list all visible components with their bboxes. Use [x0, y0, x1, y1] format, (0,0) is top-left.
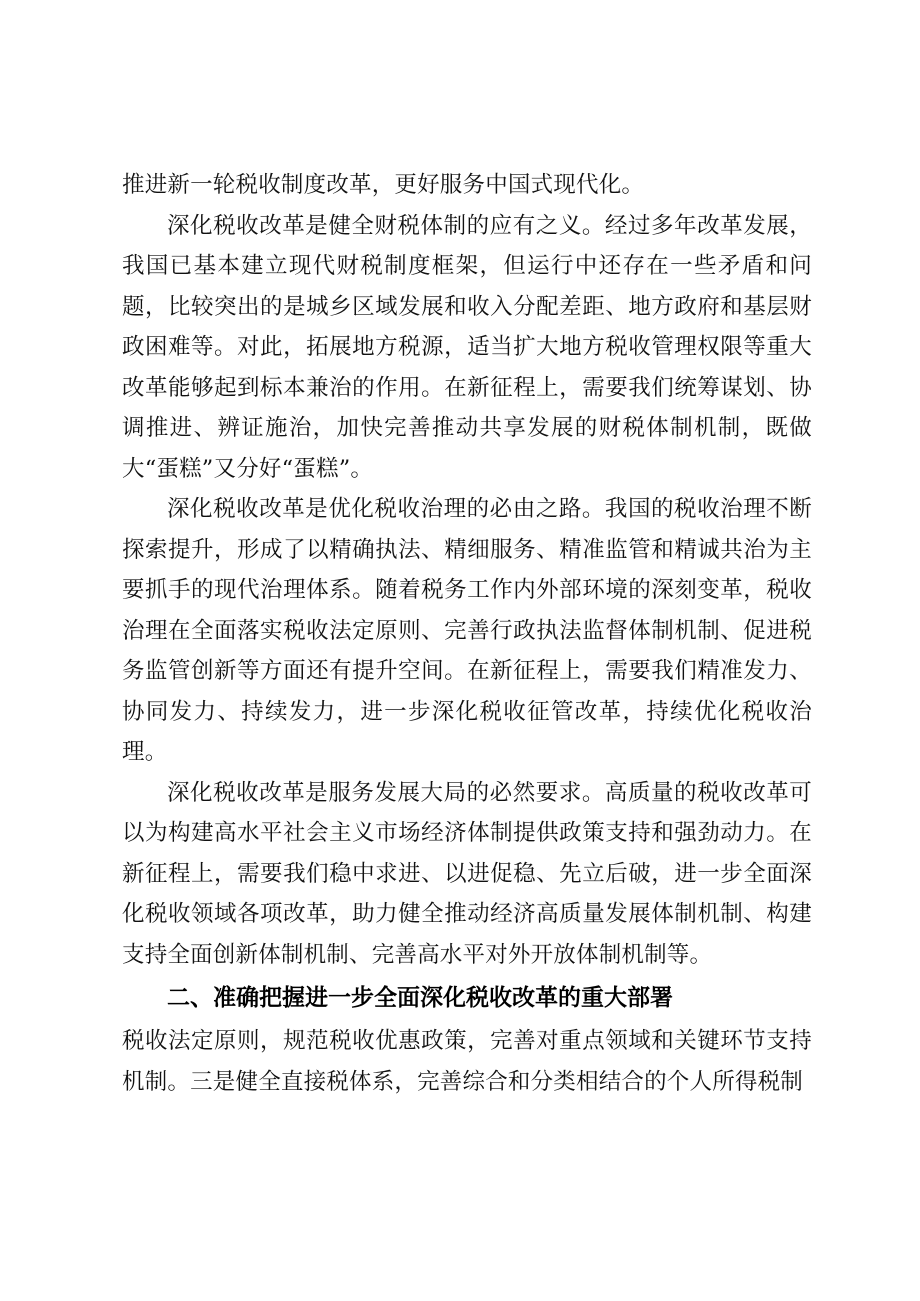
paragraph-fiscal-system: 深化税收改革是健全财税体制的应有之义。经过多年改革发展，我国已基本建立现代财税制度框架，但运行中还存在一些矛盾和问题，比较突出的是城乡区域发展和收入分配差距、地方政府和基层财政困难等。对此，拓展地方税源，适当扩大地方税收管理权限等重大改革能够起到标本兼治的作用。在新征程上，需要我们统筹谋划、协调推进、辨证施治，加快完善推动共享发展的财税体制机制，既做大“蛋糕”又分好“蛋糕”。 — [122, 212, 812, 482]
paragraph-development: 深化税收改革是服务发展大局的必然要求。高质量的税收改革可以为构建高水平社会主义市场经济体制提供政策支持和强劲动力。在新征程上，需要我们稳中求进、以进促稳、先立后破，进一步全面深化税收领域各项改革，助力健全推动经济高质量发展体制机制、构建支持全面创新体制机制、完善高水平对外开放体制机制等。 — [122, 779, 812, 968]
document-body — [122, 165, 812, 1102]
section-heading: 二、准确把握进一步全面深化税收改革的重大部署 — [167, 985, 673, 1011]
paragraph-tax-governance: 深化税收改革是优化税收治理的必由之路。我国的税收治理不断探索提升，形成了以精确执法、精细服务、精准监管和精诚共治为主要抓手的现代治理体系。随着税务工作内外部环境的深刻变革，税收治理在全面落实税收法定原则、完善行政执法监督体制机制、促进税务监管创新等方面还有提升空间。在新征程上，需要我们精准发力、协同发力、持续发力，进一步深化税收征管改革，持续优化税收治理。 — [122, 496, 812, 765]
paragraph-tail: 税收法定原则，规范税收优惠政策，完善对重点领域和关键环节支持机制。三是健全直接税体系，完善综合和分类相结合的个人所得税制 — [122, 1028, 812, 1095]
paragraph-continuation: 推进新一轮税收制度改革，更好服务中国式现代化。 — [122, 172, 645, 198]
